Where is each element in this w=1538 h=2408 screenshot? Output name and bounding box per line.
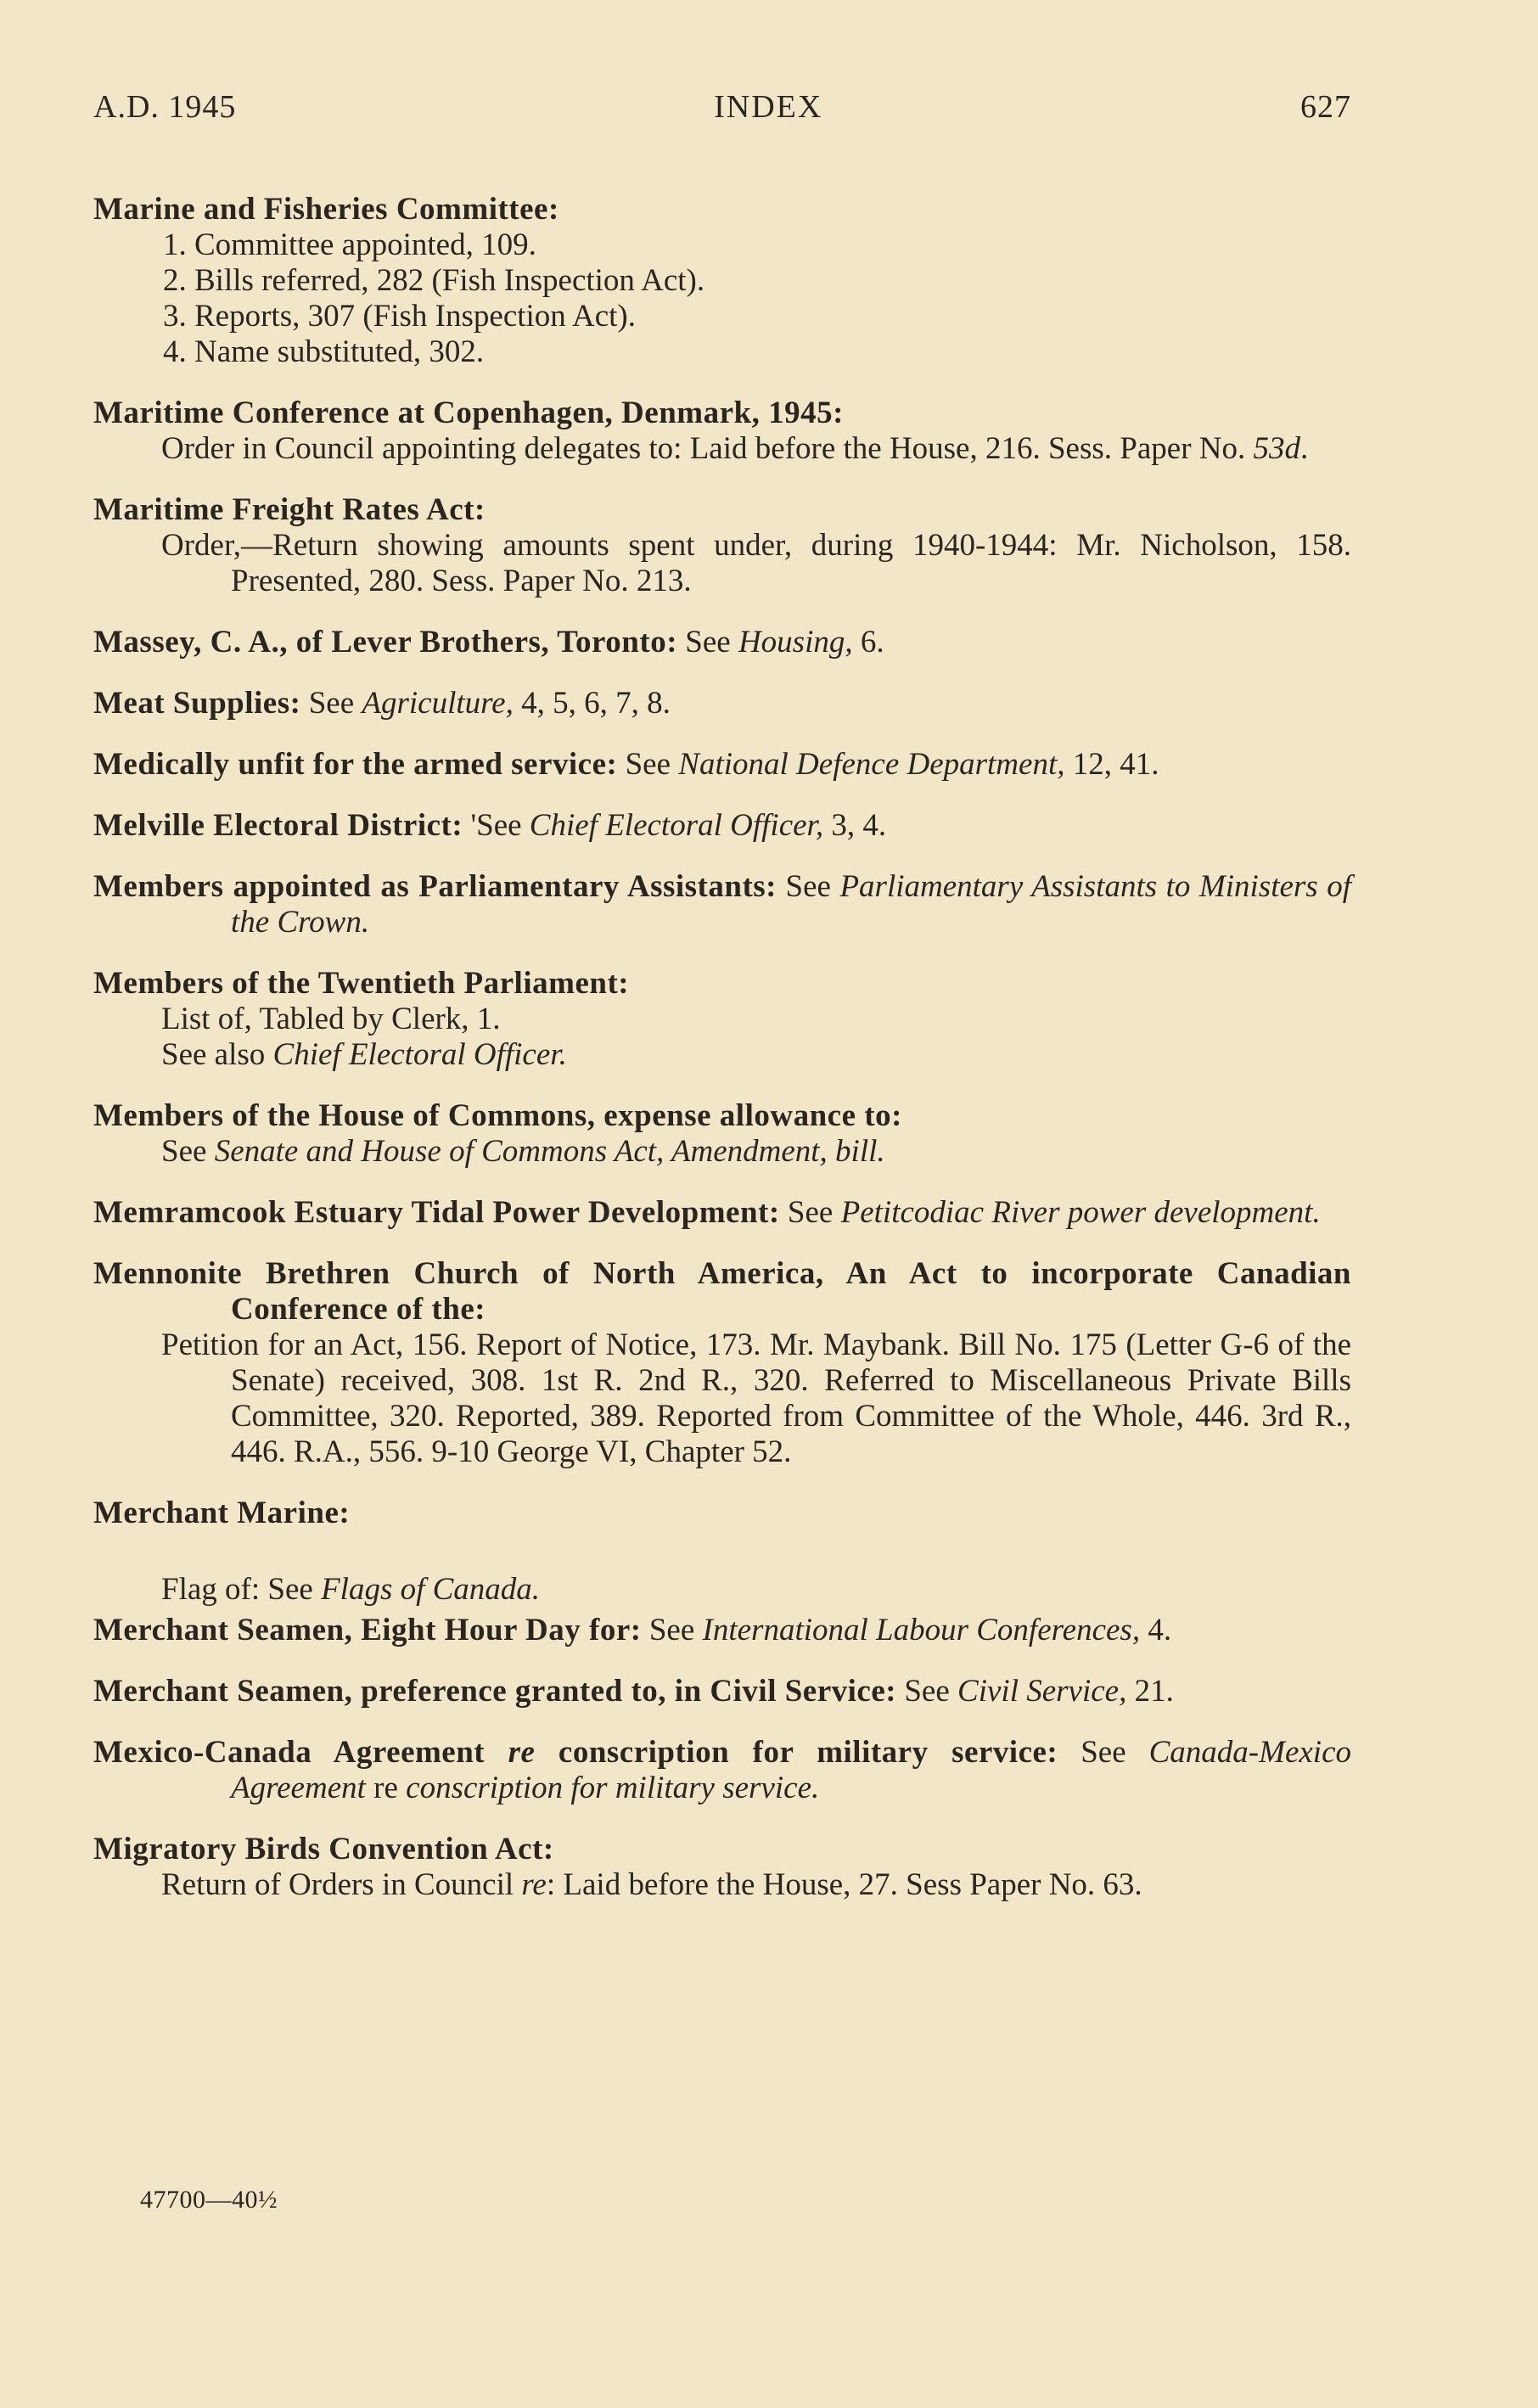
entry-heading: Maritime Freight Rates Act: [93, 492, 486, 527]
list-item: 4. Name substituted, 302. [163, 334, 485, 369]
entry-heading [93, 1735, 1058, 1770]
see-text: See [161, 1134, 215, 1169]
running-head-title: INDEX [714, 89, 823, 125]
index-entry-medically-unfit [93, 747, 1351, 783]
see-tail: 6. [852, 625, 884, 660]
see-reference: National Defence Department, [678, 747, 1065, 782]
list-item: 2. Bills referred, 282 (Fish Inspection Act). [163, 263, 705, 298]
entry-heading: Merchant Seamen, preference granted to, in Civil Service: [93, 1674, 897, 1709]
see-text: Flag of: See [161, 1572, 322, 1607]
index-entry-maritime-freight [93, 492, 1351, 599]
entry-heading: Migratory Birds Convention Act: [93, 1832, 554, 1866]
see-text: 'See [463, 808, 530, 843]
index-entry-merchant-marine [93, 1496, 1351, 1608]
see-tail: 3, 4. [823, 808, 887, 843]
heading-part: conscription for military service: [535, 1735, 1058, 1770]
see-text: See [641, 1613, 703, 1647]
see-reference: conscription for military service. [406, 1771, 820, 1805]
running-head-date: A.D. 1945 [93, 89, 237, 125]
see-text: See [777, 869, 840, 904]
entry-body: Petition for an Act, 156. Report of Notice, 173. Mr. Maybank. Bill No. 175 (Letter G-6 of the Senate) received, 308. 1st R. 2nd R., 320. Referred to Miscellaneous Private Bills Committee, 320. Reported, 389. Reported from Committee of the Whole, 446. 3rd R., 446. R.A., 556. 9-10 George VI, Chapter 52. [161, 1327, 1351, 1469]
entry-heading: Marine and Fisheries Committee: [93, 192, 559, 227]
index-entry-merchant-seamen-civil [93, 1674, 1351, 1709]
entry-line [93, 1037, 1351, 1073]
see-text: See also [161, 1037, 273, 1072]
see-reference: International Labour Conferences, [702, 1613, 1141, 1647]
page-number: 627 [1300, 89, 1351, 125]
index-entry-melville [93, 808, 1351, 844]
see-reference: Chief Electoral Officer. [272, 1037, 567, 1072]
see-tail: 12, 41. [1064, 747, 1159, 782]
entry-heading: Members of the House of Commons, expense allowance to: [93, 1098, 902, 1133]
see-text: See [617, 747, 679, 782]
index-entry-members-twentieth [93, 966, 1351, 1073]
see-tail: 4. [1140, 1613, 1172, 1647]
see-connector: re [365, 1771, 407, 1805]
list-item: 3. Reports, 307 (Fish Inspection Act). [163, 299, 637, 334]
entry-body: Order,—Return showing amounts spent under, during 1940-1944: Mr. Nicholson, 158. Presented, 280. Sess. Paper No. 213. [161, 528, 1351, 598]
index-entry-massey [93, 625, 1351, 660]
heading-part: Mexico-Canada Agreement [93, 1735, 508, 1770]
entry-heading: Medically unfit for the armed service: [93, 747, 618, 782]
see-reference: Housing, [738, 625, 853, 660]
entry-heading: Merchant Marine: [93, 1496, 351, 1530]
see-reference: Civil Service, [957, 1674, 1127, 1709]
see-text: See [677, 625, 738, 660]
entry-text: Return of Orders in Council [161, 1867, 522, 1902]
entry-heading: Memramcook Estuary Tidal Power Development: [93, 1195, 780, 1230]
index-entry-maritime-conference [93, 396, 1351, 467]
entry-heading: Mennonite Brethren Church of North America, An Act to incorporate Canadian Conference of the: [93, 1256, 1351, 1327]
see-reference: Canada-Mexico Agreement [231, 1735, 1351, 1805]
list-item: 1. Committee appointed, 109. [163, 227, 536, 262]
see-text: See [300, 686, 362, 721]
entry-text: Order in Council appointing delegates to: Laid before the House, 216. Sess. Paper No. [161, 431, 1254, 466]
index-entry-merchant-seamen-hours [93, 1613, 1351, 1648]
index-entry-mexico-canada [93, 1735, 1351, 1806]
see-reference: Senate and House of Commons Act, Amendment, bill. [214, 1134, 885, 1169]
see-reference: Flags of Canada. [321, 1572, 541, 1607]
entry-sublist [93, 227, 1351, 370]
index-entry-marine-fisheries [93, 192, 1351, 370]
see-tail: 4, 5, 6, 7, 8. [513, 686, 671, 721]
index-entry-mennonite [93, 1256, 1351, 1470]
index-entry-members-house [93, 1098, 1351, 1170]
entry-heading: Maritime Conference at Copenhagen, Denmark, 1945: [93, 396, 844, 430]
entry-heading: Massey, C. A., of Lever Brothers, Toronto: [93, 625, 678, 660]
heading-italic: re [508, 1735, 536, 1770]
index-entry-members-appointed [93, 869, 1351, 940]
entry-line [93, 1572, 1351, 1608]
see-text: See [896, 1674, 958, 1709]
see-text: See [1058, 1735, 1149, 1770]
entry-line [93, 1134, 1351, 1170]
entry-heading: Meat Supplies: [93, 686, 301, 721]
see-reference: Petitcodiac River power development. [840, 1195, 1321, 1230]
index-entry-migratory-birds [93, 1832, 1351, 1903]
see-tail: 21. [1126, 1674, 1174, 1709]
see-text: See [779, 1195, 841, 1230]
entry-italic: 53d [1253, 431, 1300, 466]
entry-text: . [1300, 431, 1309, 466]
see-reference: Chief Electoral Officer, [529, 808, 824, 843]
entry-italic: re [521, 1867, 547, 1902]
entry-body [93, 431, 1351, 467]
running-head [93, 88, 1351, 126]
see-reference: Parliamentary Assistants to Ministers of the Crown. [231, 869, 1351, 940]
printer-folio: 47700—40½ [140, 2186, 278, 2214]
entry-heading: Melville Electoral District: [93, 808, 463, 843]
entry-text: : Laid before the House, 27. Sess Paper No. 63. [546, 1867, 1142, 1902]
entry-line: List of, Tabled by Clerk, 1. [161, 1002, 501, 1036]
entry-body [93, 1867, 1351, 1903]
entry-heading: Members of the Twentieth Parliament: [93, 966, 630, 1001]
see-reference: Agriculture, [362, 686, 514, 721]
index-entry-meat-supplies [93, 686, 1351, 721]
entry-heading: Members appointed as Parliamentary Assistants: [93, 869, 777, 904]
entry-heading: Merchant Seamen, Eight Hour Day for: [93, 1613, 642, 1647]
index-entry-memramcook [93, 1195, 1351, 1231]
